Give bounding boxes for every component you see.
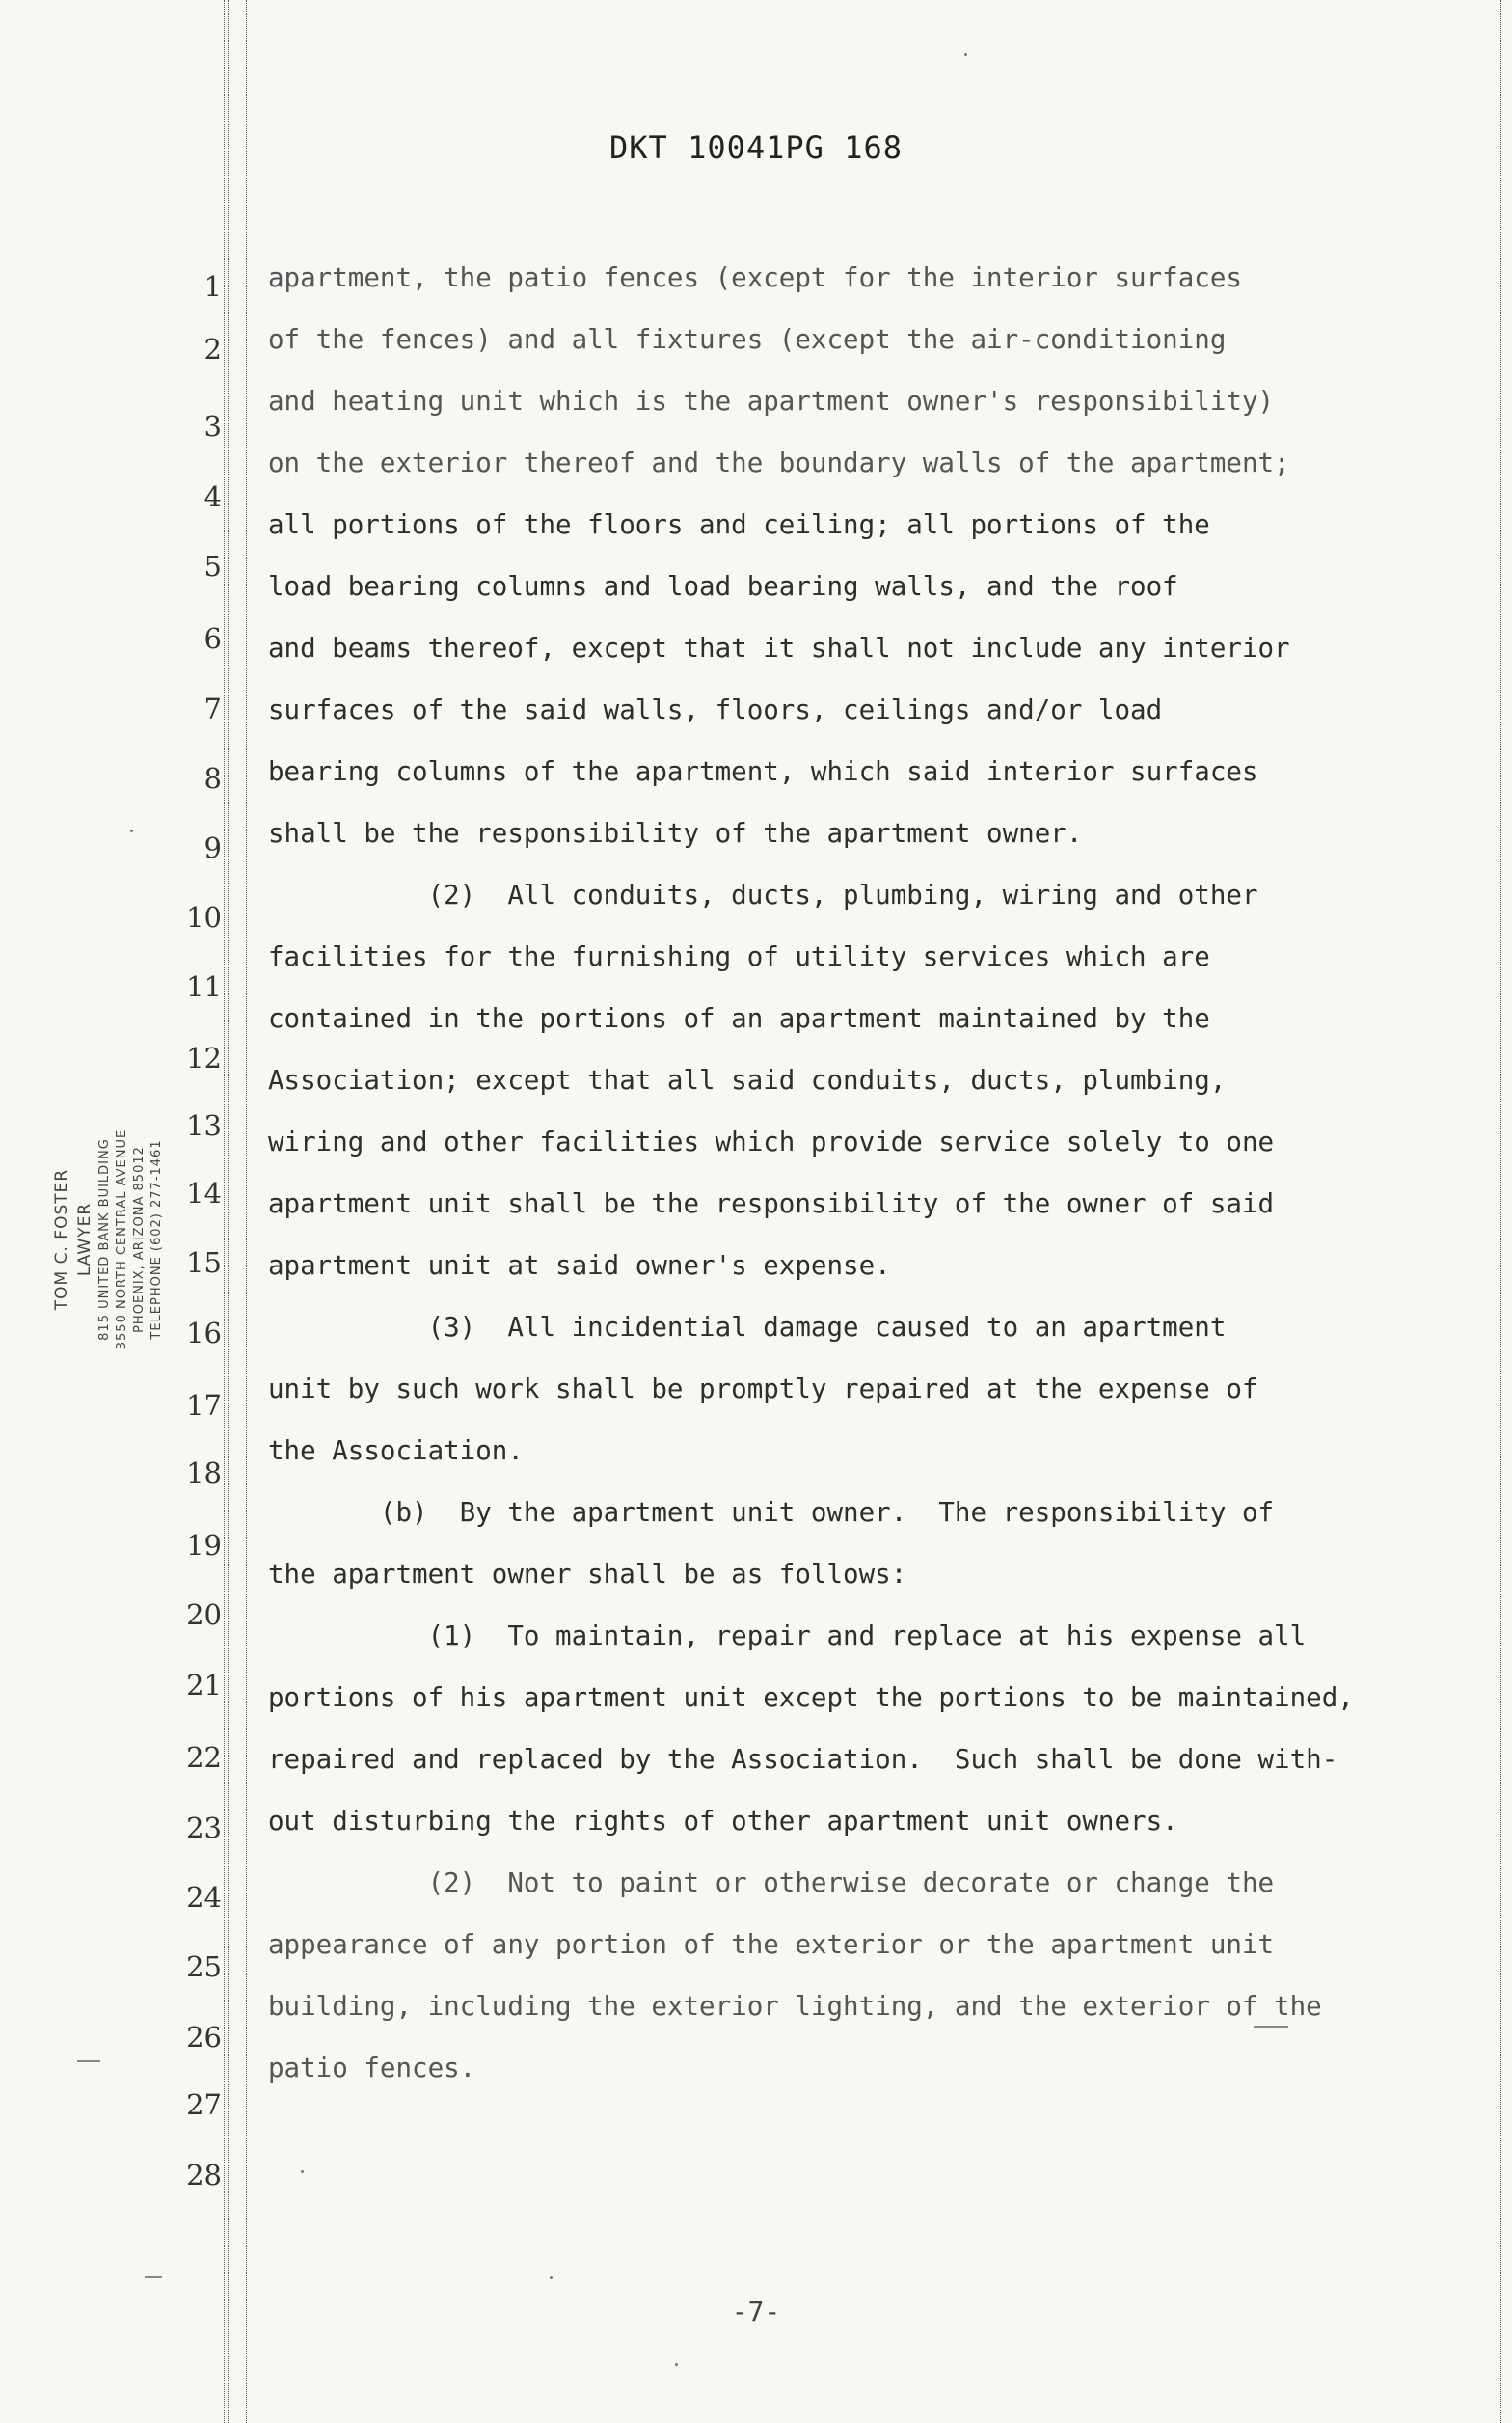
text-line: apartment unit shall be the responsibility of the owner of said [268,1188,1275,1219]
line-number: 1 [203,270,222,303]
stamp-line: PHOENIX, ARIZONA 85012 [132,1146,147,1333]
right-margin-rule [1500,0,1501,2423]
scan-speck [675,2363,678,2366]
line-number: 5 [203,550,222,583]
line-number: 22 [186,1741,222,1774]
text-line: shall be the responsibility of the apartment owner. [268,818,1083,849]
stamp-line: TOM C. FOSTER [52,1168,71,1311]
left-margin-rule [246,0,247,2423]
line-number: 23 [186,1811,222,1844]
text-line: surfaces of the said walls, floors, ceilings and/or load [268,694,1163,725]
line-number: 24 [186,1881,222,1914]
text-line: apartment, the patio fences (except for the interior surfaces [268,262,1242,293]
left-margin-rule [224,0,225,2423]
stamp-line: TELEPHONE (602) 277-1461 [149,1139,164,1340]
line-number: 9 [203,831,222,864]
scan-speck [130,830,133,832]
text-line: building, including the exterior lighting, and the exterior of the [268,1991,1322,2022]
text-line: and beams thereof, except that it shall not include any interior [268,633,1290,664]
text-line: (2) All conduits, ducts, plumbing, wiring and other [268,880,1258,911]
scan-speck [964,53,967,56]
line-number: 12 [186,1042,222,1075]
text-line: Association; except that all said conduits, ducts, plumbing, [268,1065,1227,1096]
text-line: (3) All incidential damage caused to an apartment [268,1312,1227,1343]
line-number: 17 [186,1389,222,1422]
line-number: 15 [186,1246,222,1279]
stamp-line: 3550 NORTH CENTRAL AVENUE [115,1129,129,1350]
line-number: 18 [186,1457,222,1489]
scan-speck [301,2170,304,2173]
text-line: appearance of any portion of the exterior or the apartment unit [268,1929,1275,1960]
text-line: apartment unit at said owner's expense. [268,1250,891,1281]
scan-dash [1254,2026,1288,2028]
text-line: facilities for the furnishing of utility services which are [268,941,1210,972]
line-number: 14 [186,1177,222,1210]
line-number: 26 [186,2021,222,2054]
text-line: (1) To maintain, repair and replace at his expense all [268,1620,1307,1651]
scan-dash [145,2276,162,2278]
text-line: the apartment owner shall be as follows: [268,1559,907,1590]
text-line: unit by such work shall be promptly repaired at the expense of [268,1374,1258,1404]
text-line: all portions of the floors and ceiling; all portions of the [268,509,1210,540]
line-number: 21 [186,1669,222,1702]
line-number: 27 [186,2088,222,2121]
text-line: (b) By the apartment unit owner. The responsibility of [268,1497,1275,1528]
line-number: 3 [203,410,222,443]
text-line: patio fences. [268,2053,476,2083]
line-number: 6 [203,622,222,655]
line-number: 20 [186,1598,222,1631]
line-number: 25 [186,1950,222,1983]
scan-speck [550,2276,553,2279]
text-line: bearing columns of the apartment, which said interior surfaces [268,756,1258,787]
stamp-line: 815 UNITED BANK BUILDING [97,1138,112,1341]
line-number: 10 [186,901,222,934]
line-number: 13 [186,1109,222,1142]
text-line: wiring and other facilities which provide service solely to one [268,1127,1275,1157]
text-line: load bearing columns and load bearing walls, and the roof [268,571,1178,602]
stamp-line: LAWYER [75,1202,94,1277]
text-line: contained in the portions of an apartment maintained by the [268,1003,1210,1034]
text-line: the Association. [268,1435,524,1466]
text-line: portions of his apartment unit except the portions to be maintained, [268,1682,1354,1713]
scan-dash [77,2060,100,2062]
line-number: 8 [203,762,222,795]
text-line: out disturbing the rights of other apartment unit owners. [268,1806,1178,1837]
line-number: 19 [186,1529,222,1562]
page-number: -7- [731,2296,781,2328]
text-line: repaired and replaced by the Association. Such shall be done with- [268,1744,1338,1775]
line-number: 4 [203,480,222,513]
text-line: on the exterior thereof and the boundary walls of the apartment; [268,448,1290,478]
line-number: 16 [186,1317,222,1349]
text-line: (2) Not to paint or otherwise decorate or change the [268,1867,1275,1898]
left-margin-rule [228,0,229,2423]
line-number: 11 [186,970,222,1003]
text-line: of the fences) and all fixtures (except the air-conditioning [268,324,1227,355]
line-number: 2 [203,333,222,366]
line-number: 7 [203,693,222,725]
docket-number: DKT 10041PG 168 [609,129,903,166]
text-line: and heating unit which is the apartment owner's responsibility) [268,386,1275,417]
line-number: 28 [186,2159,222,2192]
